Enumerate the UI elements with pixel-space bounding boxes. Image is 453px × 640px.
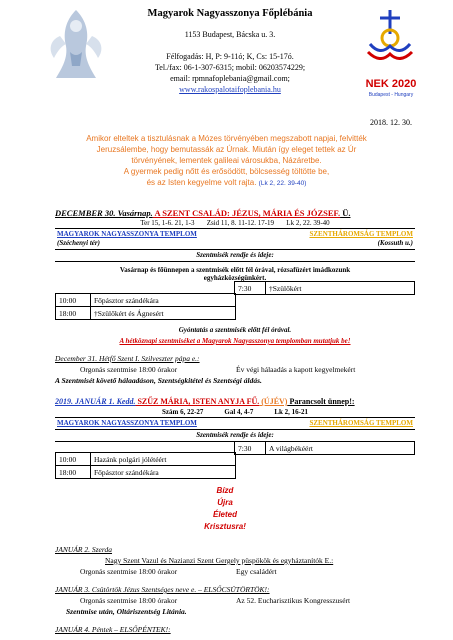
dec31-after-mass: A Szentmisét követő hálaadáson, Szentségkitétel és Szentségi áldás. xyxy=(55,376,262,385)
jan2-heading: JANUÁR 2. Szerda xyxy=(55,545,113,554)
table-row xyxy=(56,307,236,320)
sunday-note-1: Vasárnap és főünnepen a szentmisék előtt fél órával, rózsafüzért imádkozunk xyxy=(119,266,351,274)
mass-intention: Főpásztor szándékára xyxy=(91,466,236,479)
jan1-date: 2019. JANUÁR 1. Kedd. xyxy=(55,397,136,406)
weekday-note: A hétköznapi szentmiséket a Magyarok Nagyasszonya templomban mutatjuk be! xyxy=(119,337,351,345)
sunday-rank: Ü. xyxy=(340,208,351,218)
website-link[interactable]: www.rakospalotaifoplebania.hu xyxy=(179,85,281,94)
dec31-heading: December 31. Hétfő Szent I. Szilveszter pápa e.: xyxy=(55,354,200,363)
mass-time: 18:00 xyxy=(56,307,91,320)
mass-intention: †Szülőkért és Ágnesért xyxy=(91,307,236,320)
parish-logo-icon xyxy=(40,6,112,86)
motto-line-3: Életed xyxy=(212,510,237,519)
jan1-order-title: Szentmisék rendje és ideje: xyxy=(196,431,274,439)
church-left-name: MAGYAROK NAGYASSZONYA TEMPLOM xyxy=(57,230,197,238)
mass-time: 18:00 xyxy=(56,466,91,479)
sunday-date: DECEMBER 30. Vasárnap. xyxy=(55,208,153,218)
table-row xyxy=(56,453,236,466)
quote-reference: (Lk 2, 22. 39-40) xyxy=(258,180,307,187)
dec31-mass-intention: Év végi hálaadás a kapott kegyelmekért xyxy=(236,365,356,374)
jan1-readings: Szám 6, 22-27 Gal 4, 4-7 Lk 2, 16-21 xyxy=(161,408,309,416)
confession-note: Gyóntatás a szentmisék előtt fél órával. xyxy=(178,326,292,334)
jan1-heading xyxy=(55,397,425,406)
sunday-readings: Ter 15, 1-6. 21, 1-3 Zsid 11, 8. 11-12. 17-19 Lk 2, 22. 39-40 xyxy=(140,219,330,227)
email-line: email: rpmnafoplebania@gmail.com; xyxy=(170,74,290,83)
sunday-feast: A SZENT CSALÁD: JÉZUS, MÁRIA ÉS JÓZSEF. xyxy=(152,208,341,218)
sunday-note-2: egyházközségünkért. xyxy=(203,274,267,282)
jan3-after-mass: Szentmise után, Oltáriszentség Litánia. xyxy=(66,607,187,616)
jan2-mass-label: Orgonás szentmise 18:00 órakor xyxy=(80,567,178,576)
mass-time: 10:00 xyxy=(56,294,91,307)
parish-address: 1153 Budapest, Bácska u. 3. xyxy=(184,30,276,39)
nek-subtitle: Budapest - Hungary xyxy=(368,92,414,98)
bulletin-date: 2018. 12. 30. xyxy=(370,118,412,127)
nek-2020-logo-icon xyxy=(360,6,420,78)
sunday-heading xyxy=(55,208,415,218)
jan2-mass-intention: Egy családért xyxy=(236,567,277,576)
office-hours: Félfogadás: H, P: 9-11ó; K, Cs: 15-17ó. xyxy=(166,52,294,61)
quote-line-1: Amikor elteltek a tisztulásnak a Mózes törvényében megszabott napjai, felvitték xyxy=(86,134,367,143)
mass-time: 10:00 xyxy=(56,453,91,466)
church-left-name: MAGYAROK NAGYASSZONYA TEMPLOM xyxy=(57,419,197,427)
sunday-schedule xyxy=(55,228,415,282)
jan1-feast: SZŰZ MÁRIA, ISTEN ANYJA FŰ. xyxy=(135,397,260,406)
mass-intention: †Szülőkért xyxy=(266,282,415,295)
quote-line-3: törvényének, lementek galileai városukba, Názáretbe. xyxy=(131,156,322,165)
jan2-saints: Nagy Szent Vazul és Nazianzi Szent Gergely püspökök és egyháztanítók E.: xyxy=(105,556,334,565)
jan4-heading: JANUÁR 4. Péntek – ELSŐPÉNTEK!: xyxy=(55,625,171,634)
quote-text: és az Isten kegyelme volt rajta. xyxy=(146,178,257,187)
sunday-left-table xyxy=(55,293,236,320)
nek-title: NEK 2020 xyxy=(365,78,417,90)
phone-line: Tel./fax: 06-1-307-6315; mobil: 06203574229; xyxy=(154,63,306,72)
jan1-ujev: (ÚJÉV) xyxy=(259,397,288,406)
jan1-schedule xyxy=(55,417,415,442)
sunday-order-title: Szentmisék rendje és ideje: xyxy=(196,251,274,259)
sunday-right-table xyxy=(234,281,415,295)
jan3-mass-intention: Az 52. Eucharisztikus Kongresszusért xyxy=(236,596,351,605)
mass-intention: Főpásztor szándékára xyxy=(91,294,236,307)
jan3-heading: JANUÁR 3. Csütörtök Jézus Szentséges neve e. – ELSŐCSÜTÖRTÖK!: xyxy=(55,585,270,594)
motto-line-4: Krisztusra! xyxy=(204,522,246,531)
quote-line-2: Jeruzsálembe, hogy bemutassák az Úrnak. Miután így eleget tettek az Úr xyxy=(96,145,357,154)
motto-line-2: Újra xyxy=(217,498,233,507)
parish-name: Magyarok Nagyasszonya Főplébánia xyxy=(147,8,313,19)
church-right-name: SZENTHÁROMSÁG TEMPLOM xyxy=(309,419,413,427)
table-row xyxy=(235,282,415,295)
mass-time: 7:30 xyxy=(235,282,266,295)
church-right-name: SZENTHÁROMSÁG TEMPLOM xyxy=(309,230,413,238)
jan1-left-table xyxy=(55,452,236,479)
mass-intention: A világbékéért xyxy=(266,442,415,455)
quote-line-5 xyxy=(40,178,413,187)
table-row xyxy=(56,294,236,307)
mass-intention: Hazánk polgári jólétéért xyxy=(91,453,236,466)
jan1-obligation: Parancsolt ünnep!: xyxy=(287,397,355,406)
jan3-mass-label: Orgonás szentmise 18:00 órakor xyxy=(80,596,178,605)
motto-line-1: Bízd xyxy=(216,486,234,495)
table-row xyxy=(56,466,236,479)
quote-line-4: A gyermek pedig nőtt és erősödött, bölcsesség töltötte be, xyxy=(123,167,330,176)
church-left-location: (Széchenyi tér) xyxy=(57,239,100,247)
jan1-right-table xyxy=(234,441,415,455)
church-right-location: (Kossuth u.) xyxy=(377,239,413,247)
mass-time: 7:30 xyxy=(235,442,266,455)
table-row xyxy=(235,442,415,455)
dec31-mass-label: Orgonás szentmise 18:00 órakor xyxy=(80,365,178,374)
